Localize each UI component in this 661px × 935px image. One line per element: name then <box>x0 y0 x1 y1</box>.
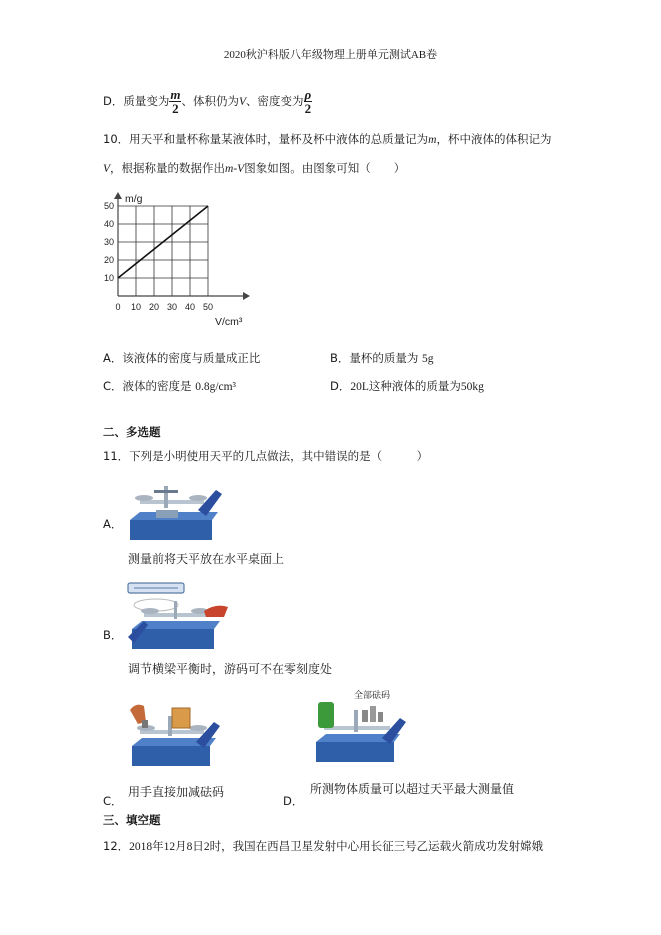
option-text: 该液体的密度与质量成正比 <box>122 351 261 365</box>
section-title-fill-in: 三、填空题 <box>103 813 161 827</box>
x-axis-arrow <box>243 292 250 300</box>
x-tick-label: 30 <box>166 302 178 312</box>
y-tick-label: 50 <box>103 201 114 211</box>
q10-option-b[interactable] <box>330 350 434 366</box>
density-fraction <box>304 88 313 115</box>
volume-symbol: V <box>238 96 247 108</box>
q9-option-d <box>103 88 312 115</box>
question-text: 时，我国在西昌卫星发射中心用长征三号乙运载火箭成功发射嫦娥 <box>209 839 544 853</box>
q11-option-d-label[interactable]: D． <box>283 794 304 808</box>
q11-option-b-label[interactable]: B． <box>103 628 123 642</box>
y-axis-label: m/g <box>125 193 143 205</box>
x-tick-label: 10 <box>130 302 142 312</box>
y-tick-label: 20 <box>103 255 114 265</box>
y-tick-label: 10 <box>103 273 114 283</box>
q10-option-c[interactable] <box>103 378 236 394</box>
option-label: C． <box>103 379 123 393</box>
y-tick-label: 40 <box>103 219 114 229</box>
balance-on-table-image <box>126 480 226 546</box>
option-text: 质量变为 <box>123 94 170 108</box>
y-axis-arrow <box>114 192 122 199</box>
option-text: 量杯的质量为 <box>349 351 419 365</box>
day-value: 8 <box>186 841 193 853</box>
question-text: ，杯中液体的体积记为 <box>436 132 552 146</box>
question-text: ，根据称量的数据作出 <box>110 161 226 175</box>
question-text: 年 <box>152 839 164 853</box>
q11-option-c-label[interactable]: C． <box>103 794 123 808</box>
q11-option-a-caption: 测量前将天平放在水平桌面上 <box>128 552 285 566</box>
chart-grid <box>118 206 208 296</box>
question-number: 12． <box>103 839 130 853</box>
mv-symbol: m-V <box>225 163 245 175</box>
x-axis-label: V/cm³ <box>215 316 243 328</box>
q10-stem-line2 <box>103 160 405 176</box>
q12-stem <box>103 838 543 854</box>
all-weights-label: 全部砝码 <box>354 691 391 701</box>
chart-axes <box>114 192 250 300</box>
question-text: 日 <box>192 839 204 853</box>
fraction-denominator: 2 <box>304 101 312 116</box>
hour-value: 2 <box>203 841 210 853</box>
hand-adding-weights-image <box>126 700 226 772</box>
option-value: 0.8g/cm³ <box>195 381 237 393</box>
q11-option-a-label[interactable]: A． <box>103 517 123 531</box>
option-text: 液体的密度是 <box>122 379 192 393</box>
option-text: 这种液体的质量为 <box>368 379 461 393</box>
volume-symbol: V <box>103 163 111 175</box>
q11-option-b-caption: 调节横梁平衡时，游码可不在零刻度处 <box>128 662 333 676</box>
mass-symbol: m <box>428 134 437 146</box>
option-value: 5g <box>422 353 434 365</box>
option-text: 、密度变为 <box>246 94 304 108</box>
mv-graph <box>95 190 255 330</box>
question-text: 图象如图。由图象可知（ ） <box>244 161 406 175</box>
balance-rider-adjust-image <box>124 575 232 653</box>
option-value: 20L <box>350 381 369 393</box>
mass-fraction <box>169 88 181 115</box>
option-value: 50kg <box>460 381 484 393</box>
q11-option-d-caption: 所测物体质量可以超过天平最大测量值 <box>310 782 515 796</box>
overloaded-balance-image <box>308 698 410 770</box>
month-value: 12 <box>163 841 176 853</box>
question-text: 10．用天平和量杯称量某液体时，量杯及杯中液体的总质量记为 <box>103 132 429 146</box>
q11-stem: 11．下列是小明使用天平的几点做法，其中错误的是（ ） <box>103 449 429 463</box>
y-tick-label: 30 <box>103 237 114 247</box>
x-tick-label: 40 <box>184 302 196 312</box>
x-tick-label: 20 <box>148 302 160 312</box>
page-header-title: 2020秋沪科版八年级物理上册单元测试AB卷 <box>223 49 438 61</box>
q10-option-a[interactable] <box>103 350 260 366</box>
fraction-denominator: 2 <box>172 101 179 116</box>
option-text: 、体积仍为 <box>181 94 239 108</box>
year-value: 2018 <box>129 841 153 853</box>
q11-option-c-caption: 用手直接加减砝码 <box>128 785 225 799</box>
q10-stem-line1 <box>103 131 551 147</box>
option-label: D． <box>330 379 351 393</box>
option-label: B． <box>330 351 350 365</box>
option-label: A． <box>103 351 123 365</box>
x-tick-label: 50 <box>202 302 214 312</box>
chart-ticks <box>104 201 213 312</box>
section-title-multiple-choice: 二、多选题 <box>103 425 161 439</box>
question-text: 月 <box>175 839 187 853</box>
option-label: D． <box>103 94 124 108</box>
fraction-numerator: m <box>170 87 181 102</box>
x-tick-label: 0 <box>115 302 121 312</box>
fraction-numerator: ρ <box>304 87 312 102</box>
q10-option-d[interactable] <box>330 378 484 394</box>
